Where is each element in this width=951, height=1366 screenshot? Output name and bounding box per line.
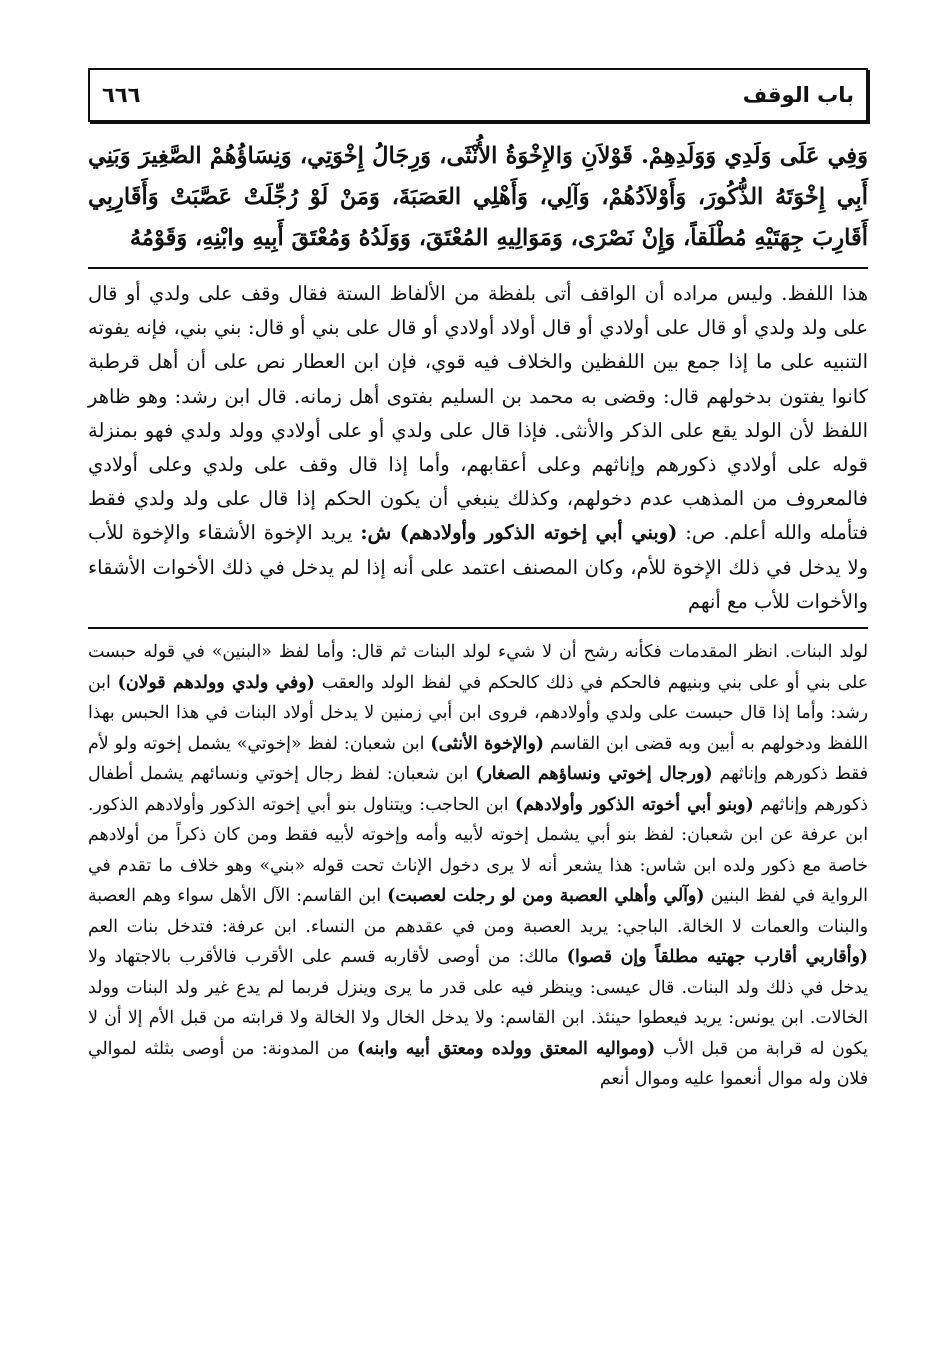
chapter-title: باب الوقف bbox=[742, 83, 854, 107]
footnote-divider bbox=[88, 627, 868, 629]
page-number: ٦٦٦ bbox=[102, 83, 141, 107]
footnote-quote: (ورجال إخوتي ونساؤهم الصغار) bbox=[475, 764, 713, 785]
footnote-quote: (وأقاربي أقارب جهتيه مطلقاً وإن قصوا) bbox=[566, 947, 868, 968]
footnote-paragraph bbox=[88, 637, 868, 1095]
footnote-text: لولد البنات. انظر المقدمات فكأنه رشح أن لا شيء لولد البنات ثم قال: وأما لفظ «البنين» في قوله حبست على بني أو على بني وبنيهم فالحكم في ذلك كالحكم في لفظ الولد والعقب bbox=[88, 642, 869, 693]
commentary-text: هذا اللفظ. وليس مراده أن الواقف أتى بلفظة من الألفاظ الستة فقال وقف على ولدي أو قال على ولد ولدي أو قال على أولادي أو قال أولاد أولادي أو قال على بني أو قال: بني بني، فإنه يفوته التنبيه على ما إذا جمع بين اللفظين والخلاف فيه قوي، فإن ابن العطار نص على أن أهل قرطبة كانوا يفتون بدخولهم قال: وقضى به محمد بن السليم بفتوى أهل زمانه. قال ابن رشد: وهو ظاهر اللفظ لأن الولد يقع على الذكر والأنثى. فإذا قال على ولدي أو على أولادي وولد ولدي فهو بمنزلة قوله على أولادي ذكورهم وإناثهم وعلى أعقابهم، وأما إذا قال وقف على ولدي وعلى أولادي فالمعروف من المذهب عدم دخولهم، وكذلك ينبغي أن يكون الحكم إذا قال على ولد ولدي فقط فتأمله والله أعلم. ص: bbox=[88, 282, 869, 545]
footnote-quote: (وآلي وأهلي العصبة ومن لو رجلت لعصبت) bbox=[387, 886, 705, 907]
main-text-divider bbox=[88, 267, 868, 269]
commentary-quote: (وبني أبي إخوته الذكور وأولادهم) ش: bbox=[360, 521, 678, 545]
main-text: وَفِي عَلَى وَلَدِي وَوَلَدِهِمْ. قَوْلاَنِ وَالإِخْوَةُ الأُنْثَى، وَرِجَالُ إِخْوَتِي، وَنِسَاؤُهُمْ الصَّغِيرَ وَبَنِي أَبِي إِخْوَتَهُ الذُّكُورَ، وَأَوْلاَدُهُمْ، وَآلِي، وَأَهْلِي العَصَبَةَ، وَمَنْ لَوْ رُجِّلَتْ عَصَّبَتْ وَأَقَارِبِي أَقَارِبَ جِهَتَيْهِ مُطْلَقاً، وَإِنْ نَصْرَى، وَمَوَالِيهِ المُعْتَقَ، وَوَلَدُهُ وَمُعْتَقَ أَبِيهِ وابْنِهِ، وَقَوْمُهُ bbox=[88, 143, 868, 251]
footnote-text: من المدونة: من أوصى بثلثه لموالي فلان وله موال أنعموا عليه وموال أنعم bbox=[88, 1038, 868, 1090]
page-header bbox=[88, 68, 868, 122]
footnote-text: مالك: من أوصى لأقاربه قسم على الأقرب فالأقرب بالاجتهاد ولا يدخل في ذلك ولد البنات. قال عيسى: وينظر فيه على قدر ما يرى وينزل فربما لم يدع غير ولد البنات وولد الخالات. ابن يونس: يريد فيعطوا حينئذ. ابن القاسم: ولا يدخل الخال ولا الخالة ولا قرابته من قبل الأم إلا أن لا يكون له قرابة من قبل الأب bbox=[88, 947, 868, 1059]
commentary bbox=[88, 277, 868, 619]
footnote-text: ابن الحاجب: ويتناول بنو أبي إخوته الذكور وأولادهم الذكور. ابن عرفة عن ابن شعبان: لفظ بنو أبي يشمل إخوته لأبيه وأمه وإخوته لأبيه فقط ومن كان ذكراً من أولادهم خاصة مع ذكور ولده ابن شاس: هذا يشعر أنه لا يرى دخول الإناث تحت قوله «بني» وهو خلاف ما تقدم في الرواية في لفظ البنين bbox=[88, 794, 868, 907]
footnote-quote: (والإخوة الأنثى) bbox=[430, 733, 544, 754]
footnotes bbox=[88, 637, 868, 1095]
commentary-paragraph bbox=[88, 277, 868, 619]
footnote-quote: (وبنو أبي أخوته الذكور وأولادهم) bbox=[515, 794, 754, 815]
footnote-text: ابن شعبان: لفظ رجال إخوتي ونسائهم يشمل أطفال ذكورهم وإناثهم bbox=[88, 764, 869, 815]
footnote-quote: (ومواليه المعتق وولده ومعتق أبيه وابنه) bbox=[356, 1038, 656, 1059]
footnote-text: ابن القاسم: الآل الأهل سواء وهم العصبة والبنات والعمات لا الخالة. الباجي: يريد العصبة ومن في عقدهم من النساء. ابن عرفة: فتدخل بنات العم bbox=[88, 886, 868, 937]
book-page bbox=[88, 68, 868, 1095]
footnote-text: ابن شعبان: لفظ «إخوتي» يشمل إخوته ولو لأم فقط ذكورهم وإناثهم bbox=[88, 733, 868, 785]
footnote-text: ابن رشد: وأما إذا قال حبست على ولدي وأولادهم، فروى ابن أبي زمنين لا يدخل أولاد البنات في هذا الحبس بهذا اللفظ ودخولهم به أبين وبه قضى ابن القاسم bbox=[88, 672, 869, 754]
footnote-quote: (وفي ولدي وولدهم قولان) bbox=[117, 672, 315, 693]
commentary-text: يريد الإخوة الأشقاء والإخوة للأب ولا يدخل في ذلك الإخوة للأم، وكان المصنف اعتمد على أنه إذا لم يدخل في ذلك الأخوات الأشقاء والأخوات للأب مع أنهم bbox=[88, 521, 868, 613]
